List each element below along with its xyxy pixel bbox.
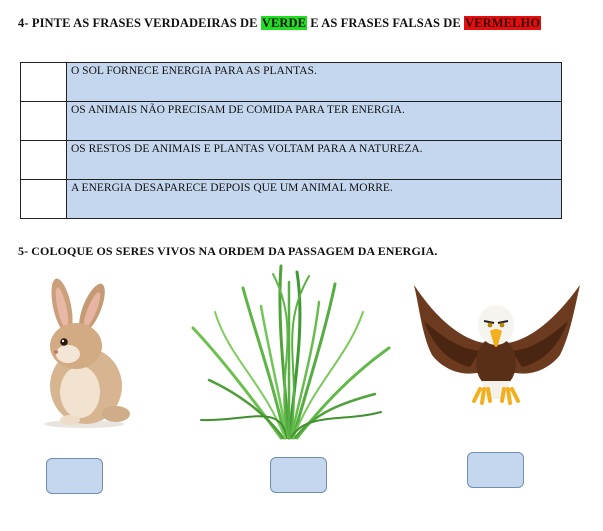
eagle-illustration bbox=[410, 281, 582, 409]
table-row bbox=[21, 102, 562, 141]
table-row bbox=[21, 63, 562, 102]
answer-box-3[interactable] bbox=[467, 452, 524, 488]
table-row bbox=[21, 180, 562, 219]
q4-prefix: 4- PINTE AS FRASES VERDADEIRAS DE bbox=[18, 16, 261, 30]
answer-cell-3[interactable] bbox=[21, 141, 67, 180]
answer-cell-2[interactable] bbox=[21, 102, 67, 141]
grass-illustration bbox=[185, 262, 393, 440]
question-5-title: 5- COLOQUE OS SERES VIVOS NA ORDEM DA PASSAGEM DA ENERGIA. bbox=[18, 244, 438, 258]
true-false-table bbox=[20, 62, 562, 219]
answer-cell-4[interactable] bbox=[21, 180, 67, 219]
table-row bbox=[21, 141, 562, 180]
answer-box-1[interactable] bbox=[46, 458, 103, 494]
statement-4: A ENERGIA DESAPARECE DEPOIS QUE UM ANIMAL MORRE. bbox=[67, 180, 562, 219]
answer-cell-1[interactable] bbox=[21, 63, 67, 102]
red-highlight-word: VERMELHO bbox=[465, 16, 541, 30]
statement-1: O SOL FORNECE ENERGIA PARA AS PLANTAS. bbox=[67, 63, 562, 102]
statement-3: OS RESTOS DE ANIMAIS E PLANTAS VOLTAM PARA A NATUREZA. bbox=[67, 141, 562, 180]
rabbit-illustration bbox=[34, 274, 134, 429]
statement-2: OS ANIMAIS NÃO PRECISAM DE COMIDA PARA TER ENERGIA. bbox=[67, 102, 562, 141]
green-highlight-word: VERDE bbox=[261, 16, 307, 30]
answer-box-2[interactable] bbox=[270, 457, 327, 493]
q4-middle: E AS FRASES FALSAS DE bbox=[307, 16, 465, 30]
question-4-title bbox=[18, 16, 541, 31]
